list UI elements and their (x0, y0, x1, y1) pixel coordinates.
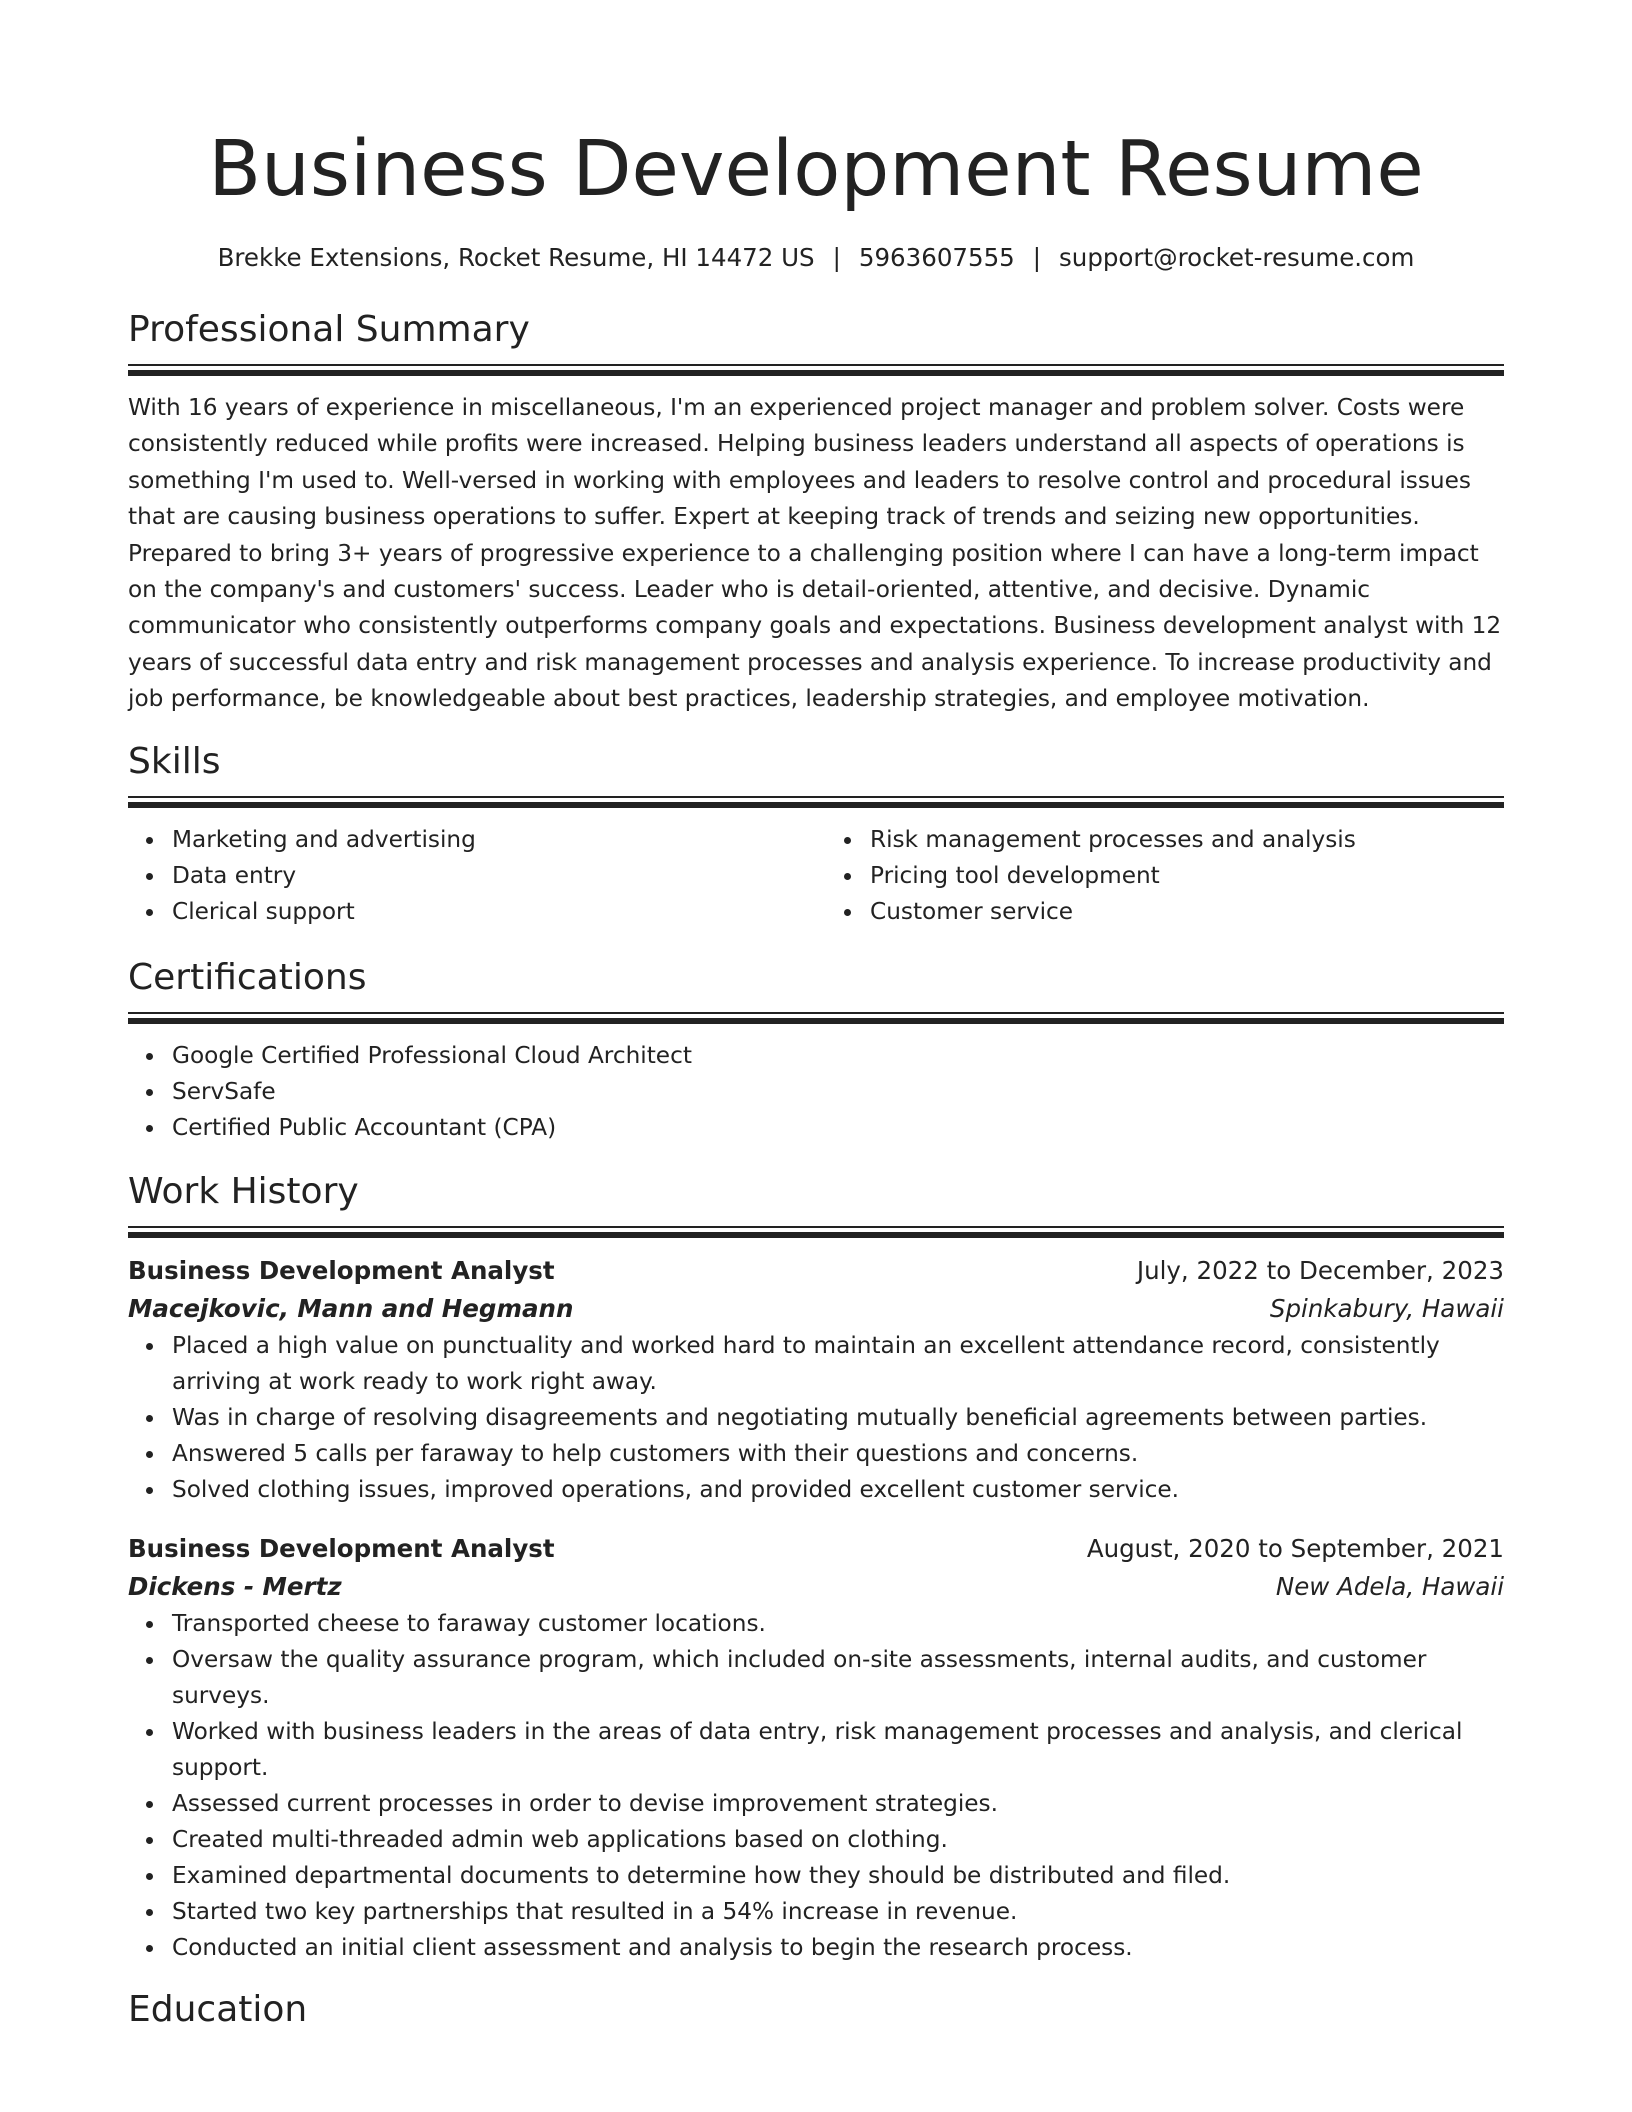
job-entry (128, 1252, 1504, 1508)
work-history-heading: Work History (128, 1170, 359, 1212)
job-title-row (128, 1530, 1504, 1568)
education-section (128, 1988, 1504, 2032)
job-bullet: Solved clothing issues, improved operations, and provided excellent customer service. (172, 1472, 1504, 1508)
job-bullet: Conducted an initial client assessment and analysis to begin the research process. (172, 1930, 1504, 1966)
job-bullet: Examined departmental documents to determine how they should be distributed and filed. (172, 1858, 1504, 1894)
contact-separator: | (832, 243, 841, 272)
job-bullet: Placed a high value on punctuality and worked hard to maintain an excellent attendance record, consistently arriving at work ready to work right away. (172, 1328, 1504, 1400)
job-bullet: Started two key partnerships that resulted in a 54% increase in revenue. (172, 1894, 1504, 1930)
certification-item: Google Certified Professional Cloud Architect (172, 1038, 1504, 1074)
contact-phone: 5963607555 (858, 243, 1015, 272)
job-title: Business Development Analyst (128, 1255, 555, 1285)
job-bullet: Was in charge of resolving disagreements and negotiating mutually beneficial agreements between parties. (172, 1400, 1504, 1436)
contact-separator: | (1032, 243, 1042, 272)
job-bullet: Transported cheese to faraway customer locations. (172, 1606, 1504, 1642)
job-dates: July, 2022 to December, 2023 (1136, 1255, 1504, 1285)
certification-item: Certified Public Accountant (CPA) (172, 1110, 1504, 1146)
skill-item: Marketing and advertising (172, 822, 806, 858)
skills-column-right (826, 822, 1504, 930)
resume-title: Business Development Resume (208, 125, 1424, 214)
contact-line (128, 242, 1504, 274)
section-divider (128, 796, 1504, 808)
job-title-row (128, 1252, 1504, 1290)
section-divider (128, 364, 1504, 376)
job-bullet: Answered 5 calls per faraway to help customers with their questions and concerns. (172, 1436, 1504, 1472)
job-company: Macejkovic, Mann and Hegmann (128, 1293, 574, 1323)
skills-list (128, 822, 1504, 930)
job-title: Business Development Analyst (128, 1533, 555, 1563)
resume-page (128, 0, 1504, 2032)
job-company-row (128, 1568, 1504, 1606)
summary-heading: Professional Summary (128, 309, 530, 350)
skill-item: Customer service (870, 894, 1504, 930)
summary-section (128, 308, 1504, 718)
certification-item: ServSafe (172, 1074, 1504, 1110)
job-location: Spinkabury, Hawaii (1269, 1293, 1504, 1323)
skill-item: Clerical support (172, 894, 806, 930)
job-bullet: Created multi-threaded admin web applications based on clothing. (172, 1822, 1504, 1858)
job-location: New Adela, Hawaii (1275, 1571, 1504, 1601)
certifications-list (128, 1038, 1504, 1146)
job-bullet: Worked with business leaders in the areas of data entry, risk management processes and analysis, and clerical support. (172, 1714, 1504, 1786)
section-divider (128, 1226, 1504, 1238)
skills-heading: Skills (128, 740, 221, 782)
summary-text: With 16 years of experience in miscellaneous, I'm an experienced project manager and problem solver. Costs were consistently reduced while profits were increased. Helping business leaders understand all aspects of operations is something I'm used to. Well-versed in working with employees and leaders to resolve control and procedural issues that are causing business operations to suffer. Expert at keeping track of trends and seizing new opportunities. Prepared to bring 3+ years of progressive experience to a challenging position where I can have a long-term impact on the company's and customers' success. Leader who is detail-oriented, attentive, and decisive. Dynamic communicator who consistently outperforms company goals and expectations. Business development analyst with 12 years of successful data entry and risk management processes and analysis experience. To increase productivity and job performance, be knowledgeable about best practices, leadership strategies, and employee motivation. (128, 394, 1502, 713)
skills-column-left (128, 822, 806, 930)
job-entry (128, 1530, 1504, 1966)
work-history-section (128, 1170, 1504, 1966)
job-dates: August, 2020 to September, 2021 (1086, 1533, 1504, 1563)
section-divider (128, 1012, 1504, 1024)
contact-address: Brekke Extensions, Rocket Resume, HI 14472 US (217, 243, 815, 272)
skill-item: Pricing tool development (870, 858, 1504, 894)
job-company-row (128, 1290, 1504, 1328)
certifications-heading: Certifications (128, 956, 367, 998)
certifications-section (128, 956, 1504, 1146)
job-company: Dickens - Mertz (128, 1571, 342, 1601)
job-bullet: Assessed current processes in order to devise improvement strategies. (172, 1786, 1504, 1822)
skills-section (128, 740, 1504, 930)
skill-item: Data entry (172, 858, 806, 894)
contact-email[interactable]: support@rocket-resume.com (1059, 243, 1415, 272)
job-bullet: Oversaw the quality assurance program, which included on-site assessments, internal audits, and customer surveys. (172, 1642, 1504, 1714)
education-heading: Education (128, 1988, 308, 2030)
job-bullets (128, 1328, 1504, 1508)
job-bullets (128, 1606, 1504, 1966)
skill-item: Risk management processes and analysis (870, 822, 1504, 858)
